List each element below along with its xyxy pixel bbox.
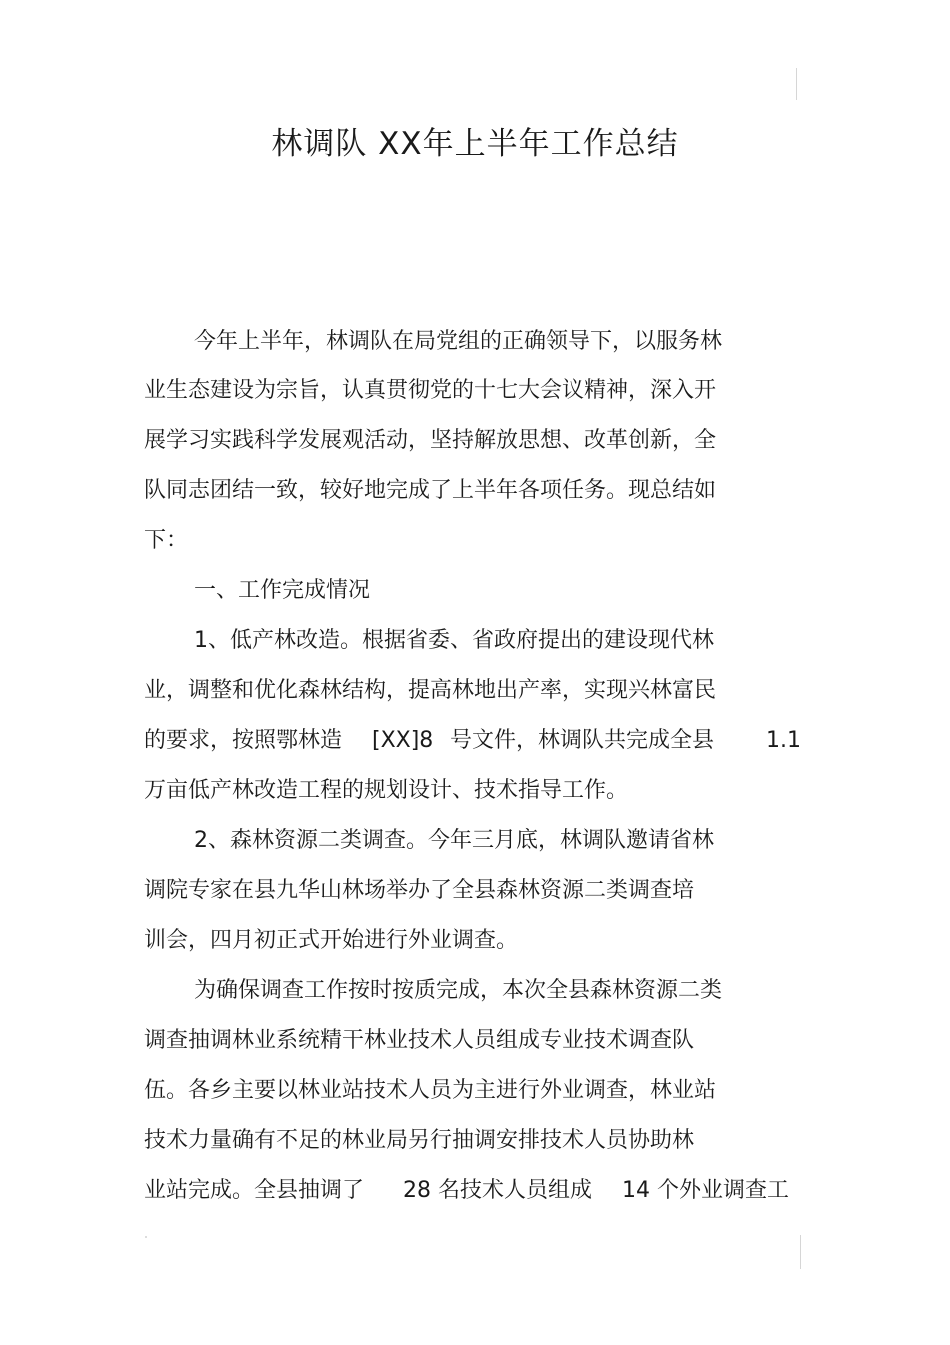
paragraph-line: 技术力量确有不足的林业局另行抽调安排技术人员协助林 bbox=[144, 1128, 695, 1153]
paragraph-line bbox=[144, 1171, 804, 1211]
page-edge-mark-top bbox=[796, 68, 797, 100]
paragraph-line: 队同志团结一致，较好地完成了上半年各项任务。现总结如 bbox=[144, 478, 717, 503]
paragraph-line: 1、低产林改造。根据省委、省政府提出的建设现代林 bbox=[194, 628, 714, 653]
text-segment: 14 个外业调查工 bbox=[622, 1178, 789, 1203]
text-segment: 1.1 bbox=[766, 728, 801, 753]
paragraph-line: 今年上半年，林调队在局党组的正确领导下，以服务林 bbox=[194, 329, 723, 354]
paragraph-line: 训会，四月初正式开始进行外业调查。 bbox=[144, 928, 519, 953]
paragraph-line bbox=[144, 721, 804, 761]
text-segment: 的要求，按照鄂林造 bbox=[144, 728, 343, 753]
paragraph-line: 业生态建设为宗旨，认真贯彻党的十七大会议精神，深入开 bbox=[144, 378, 717, 403]
scan-dot bbox=[145, 1236, 147, 1238]
paragraph-line: 调院专家在县九华山林场举办了全县森林资源二类调查培 bbox=[144, 878, 695, 903]
text-segment: 28 名技术人员组成 bbox=[403, 1178, 592, 1203]
paragraph-line: 调查抽调林业系统精干林业技术人员组成专业技术调查队 bbox=[144, 1028, 695, 1053]
text-segment: 业站完成。全县抽调了 bbox=[144, 1178, 365, 1203]
section-heading: 一、工作完成情况 bbox=[194, 578, 371, 603]
text-segment: 号文件，林调队共完成全县 bbox=[450, 728, 715, 753]
paragraph-line: 2、森林资源二类调查。今年三月底，林调队邀请省林 bbox=[194, 828, 714, 853]
paragraph-line: 为确保调查工作按时按质完成，本次全县森林资源二类 bbox=[194, 978, 723, 1003]
paragraph-line: 下： bbox=[144, 528, 189, 553]
page-edge-mark-bottom bbox=[800, 1235, 801, 1269]
paragraph-line: 业，调整和优化森林结构，提高林地出产率，实现兴林富民 bbox=[144, 678, 717, 703]
text-segment: [XX]8 bbox=[372, 728, 434, 753]
document-title: 林调队 XX年上半年工作总结 bbox=[271, 126, 679, 162]
paragraph-line: 伍。各乡主要以林业站技术人员为主进行外业调查，林业站 bbox=[144, 1078, 717, 1103]
paragraph-line: 展学习实践科学发展观活动，坚持解放思想、改革创新，全 bbox=[144, 428, 717, 453]
paragraph-line: 万亩低产林改造工程的规划设计、技术指导工作。 bbox=[144, 778, 629, 803]
